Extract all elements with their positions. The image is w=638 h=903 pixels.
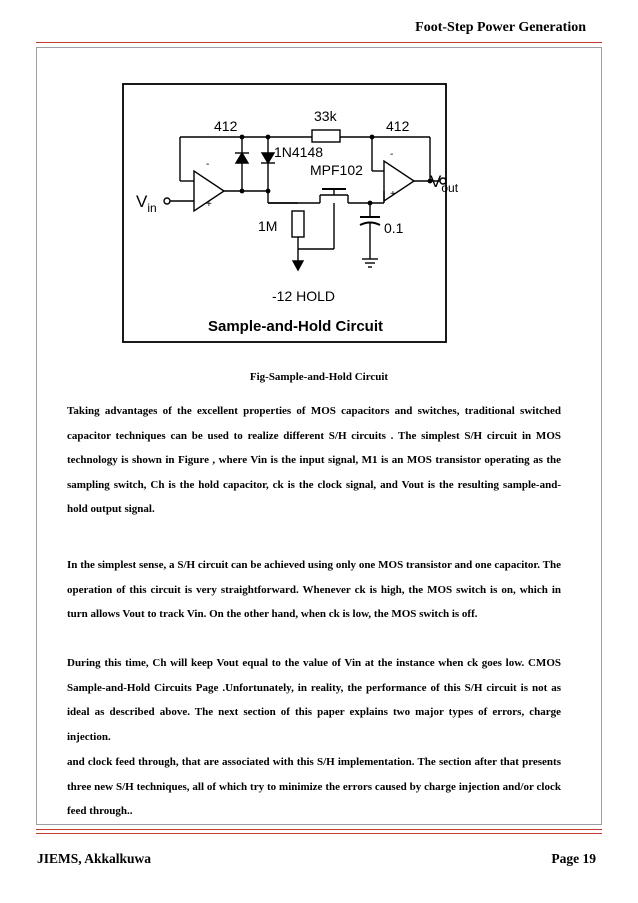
label-transistor: MPF102: [310, 162, 363, 178]
label-resistor-1m: 1M: [258, 218, 278, 234]
svg-text:-: -: [390, 149, 394, 160]
circuit-diagram: [122, 83, 459, 343]
page-header-title: Foot-Step Power Generation: [415, 20, 586, 35]
circuit-title: Sample-and-Hold Circuit: [208, 318, 384, 335]
opamp-right: [384, 161, 414, 201]
diode-1: [236, 153, 248, 163]
footer-institution: JIEMS, Akkalkuwa: [37, 851, 152, 866]
label-vout-sub: out: [441, 181, 459, 195]
label-diode: 1N4148: [274, 144, 324, 160]
label-capacitor: 0.1: [384, 220, 404, 236]
resistor-33k: [312, 130, 340, 142]
header-rule: [36, 42, 602, 43]
label-vin-sub: in: [147, 201, 157, 215]
svg-text:+: +: [206, 199, 212, 210]
label-opamp-left: 412: [214, 118, 238, 134]
footer-page-number: Page 19: [551, 851, 596, 866]
diode-2: [262, 153, 274, 163]
footer-rule: [36, 829, 602, 830]
label-vout: V: [430, 172, 442, 191]
resistor-1m: [292, 211, 304, 237]
svg-text:-: -: [206, 159, 210, 170]
label-vin: V: [136, 192, 148, 211]
paragraph-1: Taking advantages of the excellent properties of MOS capacitors and switches, traditional switched capacitor techniques can be used to realize different S/H circuits . The simplest S/H circuit in MOS technology is shown in Figure , where Vin is the input signal, M1 is an MOS transistor operating as the sampling switch, Ch is the hold capacitor, ck is the clock signal, and Vout is the resulting sample-and-hold output signal.: [67, 405, 561, 515]
paragraph-3: During this time, Ch will keep Vout equal to the value of Vin at the instance when ck goes low. CMOS Sample-and-Hold Circuits Page .Unfortunately, in reality, the performance of this S/H circuit is not as ideal as described above. The next section of this paper explains two major types of errors, charge injection.: [67, 657, 561, 743]
svg-text:Vin: [136, 192, 157, 215]
footer-rule-thin: [36, 833, 602, 834]
svg-text:+: +: [390, 189, 396, 200]
label-resistor-33k: 33k: [314, 108, 337, 124]
figure-caption: Fig-Sample-and-Hold Circuit: [249, 371, 389, 383]
paragraph-2: In the simplest sense, a S/H circuit can be achieved using only one MOS transistor and one capacitor. The operation of this circuit is very straightforward. Whenever ck is high, the MOS switch is on, which in turn allows Vout to track Vin. On the other hand, when ck is low, the MOS switch is off.: [67, 559, 561, 620]
paragraph-4: and clock feed through, that are associated with this S/H implementation. The section after that presents three new S/H techniques, all of which try to minimize the errors caused by charge injection and/or clock feed through..: [67, 756, 561, 817]
label-opamp-right: 412: [386, 118, 410, 134]
label-hold: -12 HOLD: [272, 288, 336, 304]
